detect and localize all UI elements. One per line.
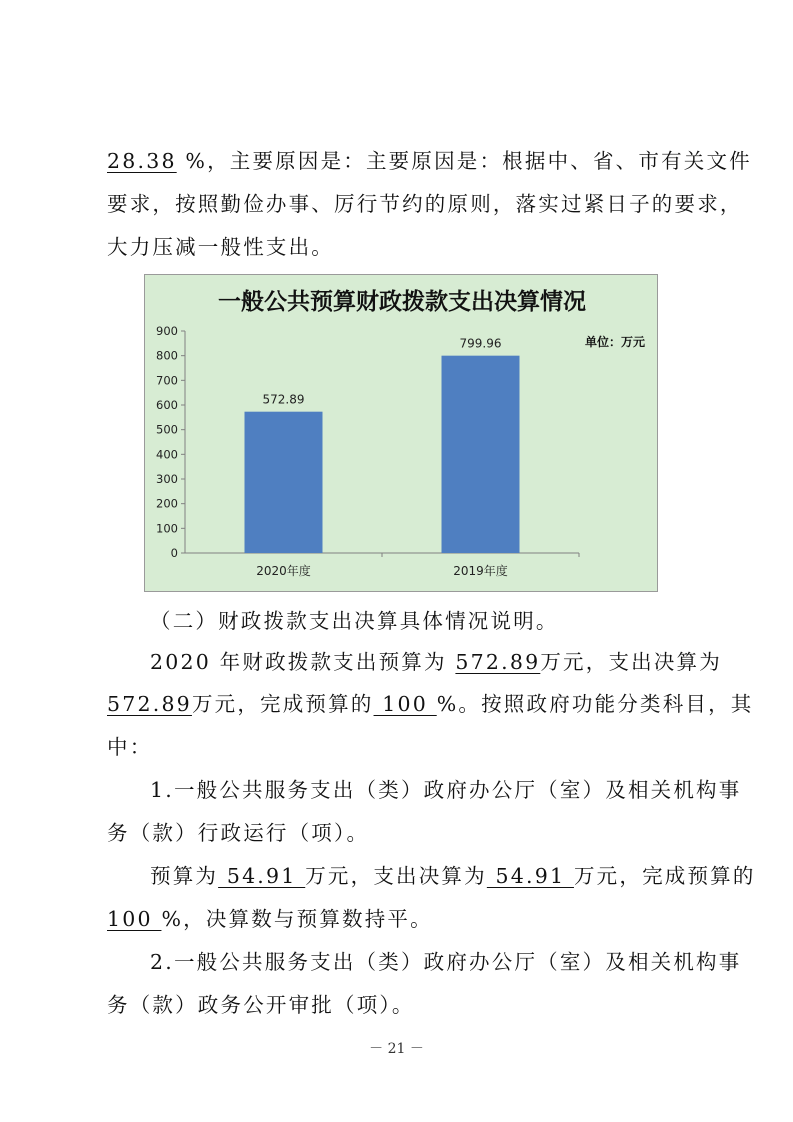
data-label: 799.96: [459, 336, 502, 351]
paragraph-line: 572.89万元，完成预算的 100 %。按照政府功能分类科目，其: [107, 692, 754, 716]
paragraph-line: 预算为 54.91 万元，支出决算为 54.91 万元，完成预算的: [150, 864, 756, 888]
y-tick-label: 100: [156, 521, 178, 536]
paragraph-line: 2.一般公共服务支出（类）政府办公厅（室）及相关机构事: [150, 950, 742, 974]
completion-percent: 100: [373, 692, 437, 716]
item-completion-percent: 100: [107, 907, 162, 931]
paragraph-line: 100 %，决算数与预算数持平。: [107, 907, 433, 931]
bar-chart: [144, 274, 658, 592]
chart-unit-label: 单位：万元: [585, 335, 646, 349]
paragraph-line: 28.38 %，主要原因是：主要原因是：根据中、省、市有关文件: [107, 149, 752, 173]
paragraph-line: 务（款）政务公开审批（项）。: [107, 993, 415, 1017]
chart-plot: [145, 275, 659, 593]
y-tick-label: 800: [156, 348, 178, 363]
chart-title: 一般公共预算财政拨款支出决算情况: [218, 289, 586, 315]
y-tick-label: 700: [156, 373, 178, 388]
y-tick-label: 200: [156, 496, 178, 511]
budget-value: 572.89: [455, 650, 541, 674]
y-tick-label: 500: [156, 422, 178, 437]
paragraph-line: 大力压减一般性支出。: [107, 235, 334, 259]
x-tick-label: 2019年度: [453, 564, 508, 578]
y-tick-label: 0: [170, 546, 178, 560]
y-tick-label: 300: [156, 472, 178, 486]
item-final-value: 54.91: [486, 864, 574, 888]
item-budget-value: 54.91: [218, 864, 306, 888]
paragraph-line: 要求，按照勤俭办事、厉行节约的原则，落实过紧日子的要求，: [107, 192, 743, 216]
y-tick-label: 900: [156, 324, 178, 338]
paragraph-line: 务（款）行政运行（项）。: [107, 821, 370, 845]
paragraph-line: 1.一般公共服务支出（类）政府办公厅（室）及相关机构事: [150, 778, 742, 802]
paragraph-line: 2020 年财政拨款支出预算为 572.89万元，支出决算为: [150, 650, 722, 674]
percentage-value: 28.38: [107, 149, 177, 173]
y-tick-label: 600: [156, 398, 178, 412]
x-tick-label: 2020年度: [256, 564, 311, 578]
y-tick-label: 400: [156, 447, 178, 462]
bar: [245, 412, 323, 553]
data-label: 572.89: [262, 392, 305, 407]
bar: [442, 356, 520, 553]
section-heading: （二）财政拨款支出决算具体情况说明。: [150, 609, 559, 633]
final-value: 572.89: [107, 692, 192, 716]
paragraph-line: 中：: [107, 735, 153, 759]
page-number: － 21 －: [369, 1041, 424, 1057]
